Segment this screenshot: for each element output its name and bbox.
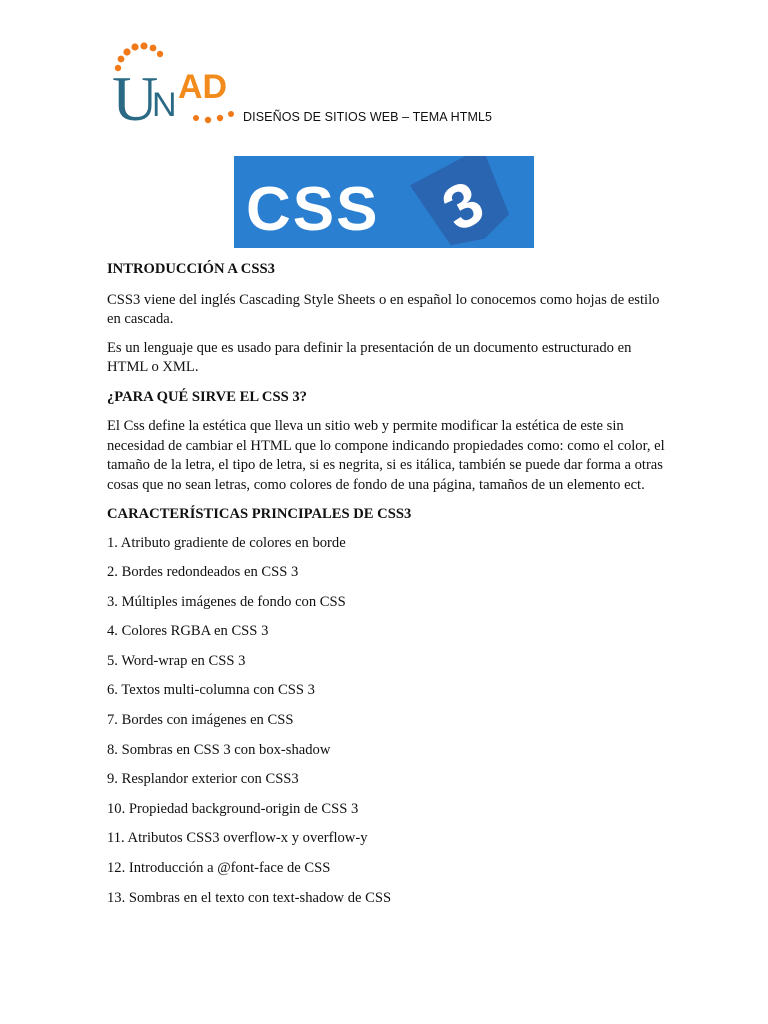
heading-features: CARACTERÍSTICAS PRINCIPALES DE CSS3 — [107, 506, 412, 522]
heading-intro: INTRODUCCIÓN A CSS3 — [107, 261, 275, 277]
paragraph-purpose: El Css define la estética que lleva un sitio web y permite modificar la estética de este sin necesidad de cambiar el HTML que lo compone indicando propiedades como: como el color, el tamaño de la letra, el tipo de letra, si es negrita, si es itálica, también se puede dar forma a otras cosas que no sean letras, como colores de fondo de una página, tamaños de un elemento ect. — [107, 418, 665, 493]
list-item: 3. Múltiples imágenes de fondo con CSS — [107, 593, 346, 610]
list-item: 6. Textos multi-columna con CSS 3 — [107, 682, 315, 699]
banner-css-letters — [246, 175, 379, 244]
svg-text:U: U — [112, 63, 159, 130]
list-item: 12. Introducción a @font-face de CSS — [107, 860, 331, 877]
svg-text:CSS: CSS — [246, 175, 380, 244]
list-item: 5. Word-wrap en CSS 3 — [107, 652, 246, 669]
svg-text:AD: AD — [178, 68, 228, 106]
list-item: 2. Bordes redondeados en CSS 3 — [107, 564, 299, 581]
paragraph-intro-2: Es un lenguaje que es usado para definir la presentación de un documento estructurado en HTML o XML. — [107, 339, 632, 375]
unad-logo — [108, 42, 248, 130]
list-item: 4. Colores RGBA en CSS 3 — [107, 623, 269, 640]
features-list — [107, 534, 667, 919]
svg-text:3: 3 — [431, 167, 495, 245]
heading-purpose: ¿PARA QUÉ SIRVE EL CSS 3? — [107, 388, 307, 405]
css3-banner-image — [234, 156, 534, 248]
list-item: 1. Atributo gradiente de colores en borde — [107, 534, 346, 551]
list-item: 10. Propiedad background-origin de CSS 3 — [107, 800, 359, 817]
list-item: 8. Sombras en CSS 3 con box-shadow — [107, 741, 331, 758]
document-header-title: DISEÑOS DE SITIOS WEB – TEMA HTML5 — [243, 110, 493, 124]
list-item: 11. Atributos CSS3 overflow-x y overflow-y — [107, 830, 368, 847]
paragraph-intro-1: CSS3 viene del inglés Cascading Style Sheets o en español lo conocemos como hojas de estilo en cascada. — [107, 291, 660, 327]
list-item: 9. Resplandor exterior con CSS3 — [107, 771, 299, 788]
svg-text:N: N — [152, 86, 177, 124]
document-body — [107, 258, 667, 918]
logo-dots-bottom — [193, 111, 234, 123]
list-item: 7. Bordes con imágenes en CSS — [107, 712, 294, 729]
list-item: 13. Sombras en el texto con text-shadow de CSS — [107, 889, 392, 906]
